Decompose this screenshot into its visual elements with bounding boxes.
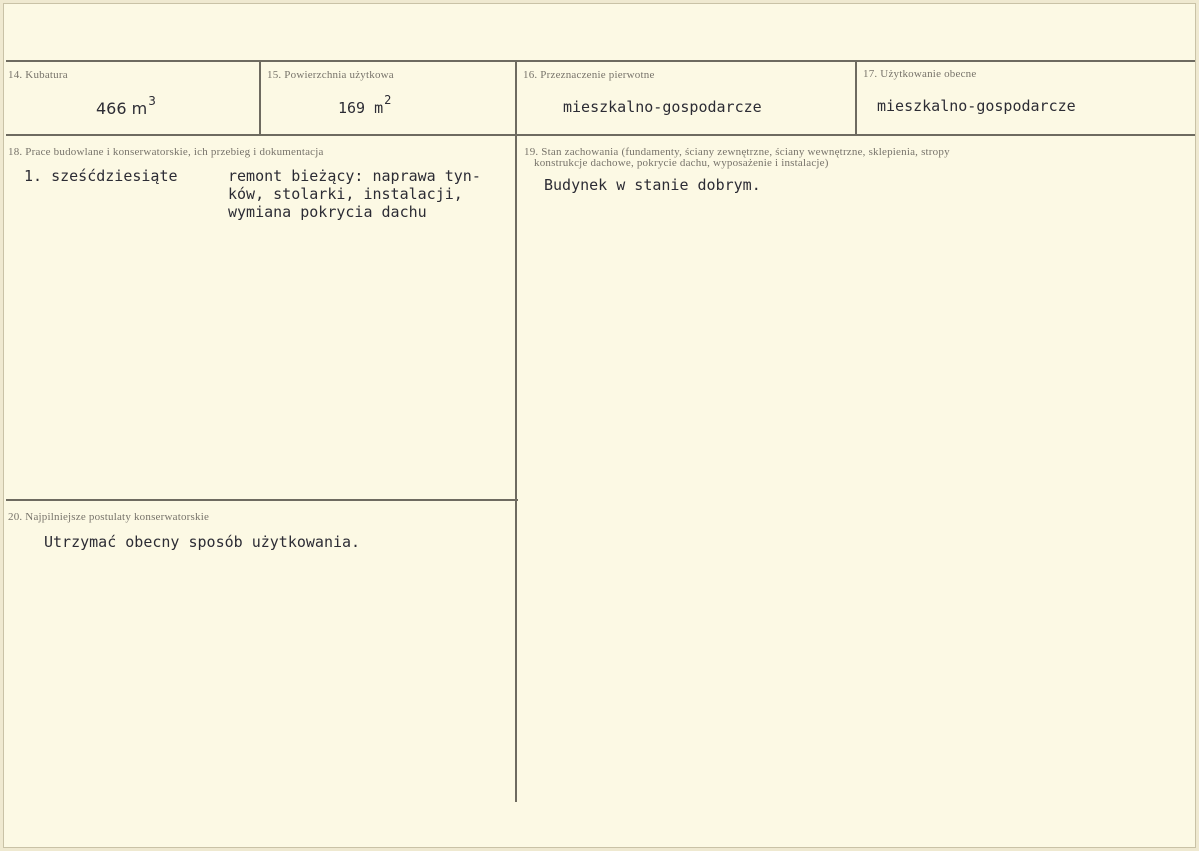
uzytkowanie-label: 17. Użytkowanie obecne (863, 68, 977, 80)
postulaty-label: 20. Najpilniejsze postulaty konserwatorskie (8, 511, 210, 523)
powierzchnia-label: 15. Powierzchnia użytkowa (267, 69, 394, 81)
przeznaczenie-label: 16. Przeznaczenie pierwotne (523, 69, 655, 81)
powierzchnia-number: 169 m (338, 99, 384, 117)
przeznaczenie-value: mieszkalno-gospodarcze (563, 98, 762, 116)
prace-line-3: wymiana pokrycia dachu (228, 203, 427, 221)
kubatura-value (96, 94, 156, 119)
column-divider-1 (259, 62, 261, 136)
prace-date: 1. sześćdziesiąte (24, 167, 178, 185)
kubatura-unit-sup: 3 (148, 94, 156, 108)
row-divider (6, 134, 1195, 136)
record-card (3, 3, 1196, 848)
section-divider (6, 499, 518, 501)
prace-label: 18. Prace budowlane i konserwatorskie, ich przebieg i dokumentacja (8, 146, 324, 158)
postulaty-value: Utrzymać obecny sposób użytkowania. (44, 533, 361, 551)
stan-label-line-1: 19. Stan zachowania (fundamenty, ściany zewnętrzne, ściany wewnętrzne, sklepienia, stropy (524, 146, 950, 158)
stan-value: Budynek w stanie dobrym. (544, 176, 761, 194)
column-divider-3 (855, 62, 857, 136)
stan-label-line-2: konstrukcje dachowe, pokrycie dachu, wyposażenie i instalacje) (534, 157, 829, 169)
kubatura-number: 466 m (96, 99, 148, 118)
powierzchnia-unit-sup: 2 (384, 93, 392, 107)
prace-line-1: remont bieżący: naprawa tyn- (228, 167, 481, 185)
kubatura-label: 14. Kubatura (8, 69, 68, 81)
uzytkowanie-value: mieszkalno-gospodarcze (877, 97, 1076, 115)
powierzchnia-value (338, 93, 392, 118)
top-rule (6, 60, 1195, 62)
column-divider-2 (515, 62, 517, 802)
prace-line-2: ków, stolarki, instalacji, (228, 185, 463, 203)
